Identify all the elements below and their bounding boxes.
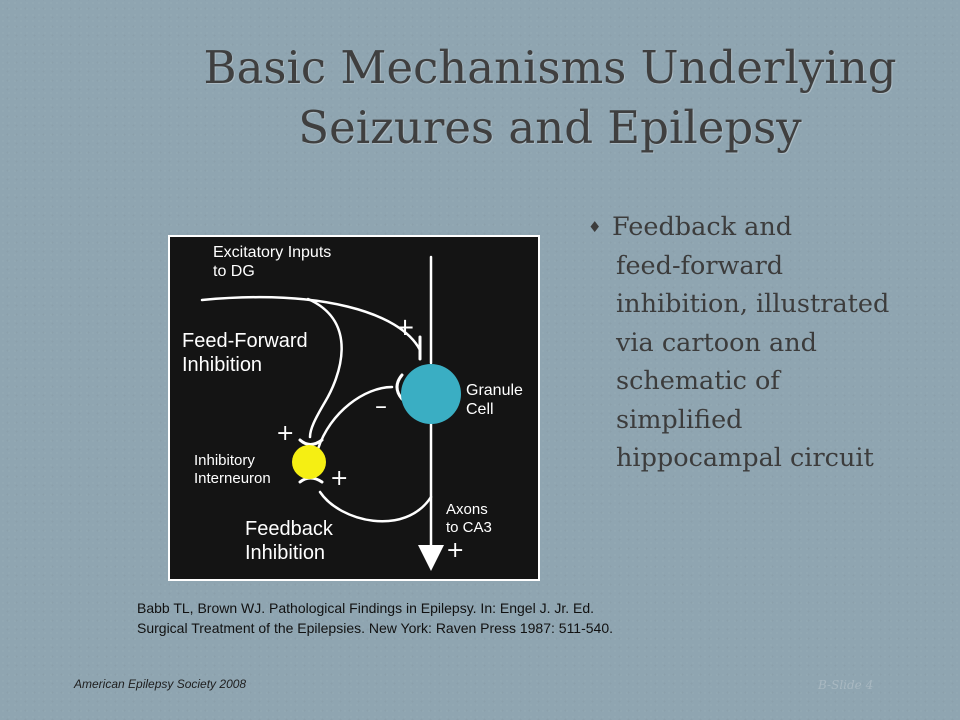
- minus-sign-inhibitory: –: [375, 392, 387, 420]
- label-inhibitory-line-1: Inhibitory: [194, 452, 255, 469]
- bullet-diamond-icon: ♦: [588, 218, 602, 236]
- label-axons-to-ca3: [446, 501, 492, 537]
- label-granule-cell: [466, 381, 523, 419]
- bullet-line-6: simplified: [616, 404, 743, 435]
- label-inhibitory-line-2: Interneuron: [194, 470, 271, 487]
- label-inhibitory-interneuron: [194, 452, 271, 488]
- plus-sign-feedback: +: [330, 466, 349, 491]
- label-feedforward-inhibition: [182, 329, 308, 377]
- label-feedback-line-2: Inhibition: [245, 542, 326, 564]
- axon-arrowhead: [418, 545, 444, 571]
- label-axons-line-2: to CA3: [446, 519, 492, 536]
- bullet-line-3: inhibition, illustrated: [616, 289, 890, 319]
- title-line-2: Seizures and Epilepsy: [298, 101, 802, 154]
- label-excitatory-line-1: Excitatory Inputs: [213, 244, 332, 261]
- bullet-point: [588, 208, 928, 478]
- title-line-1: Basic Mechanisms Underlying: [203, 41, 897, 94]
- footer-organization: American Epilepsy Society 2008: [74, 677, 247, 691]
- label-feedforward-line-2: Inhibition: [182, 354, 263, 376]
- bullet-line-4: via cartoon and: [616, 327, 817, 358]
- inhibitory-interneuron: [292, 445, 326, 479]
- bullet-line-1: Feedback and: [612, 212, 793, 242]
- label-feedback-inhibition: [245, 517, 333, 565]
- slide-title: [150, 38, 950, 158]
- label-excitatory-inputs: [213, 243, 331, 281]
- plus-sign-axon: +: [446, 538, 465, 563]
- label-feedback-line-1: Feedback: [245, 518, 333, 540]
- plus-sign-excitatory: +: [395, 313, 416, 341]
- slide-number: B-Slide 4: [818, 678, 874, 692]
- label-feedforward-line-1: Feed-Forward: [182, 330, 308, 352]
- bullet-line-2: feed-forward: [616, 250, 784, 281]
- bullet-line-7: hippocampal circuit: [616, 443, 874, 473]
- bullet-line-5: schematic of: [616, 366, 780, 396]
- plus-sign-feedforward: +: [276, 421, 295, 446]
- label-excitatory-line-2: to DG: [213, 263, 255, 281]
- citation: [137, 598, 837, 638]
- label-granule-line-1: Granule: [466, 382, 523, 399]
- citation-line-2: Surgical Treatment of the Epilepsies. New York: Raven Press 1987: 511-540.: [137, 620, 614, 636]
- citation-line-1: Babb TL, Brown WJ. Pathological Findings in Epilepsy. In: Engel J. Jr. Ed.: [137, 600, 595, 616]
- granule-cell: [401, 364, 461, 424]
- label-granule-line-2: Cell: [466, 401, 494, 419]
- circuit-diagram: [168, 235, 540, 581]
- feedback-collateral-path: [320, 492, 431, 521]
- label-axons-line-1: Axons: [446, 501, 488, 518]
